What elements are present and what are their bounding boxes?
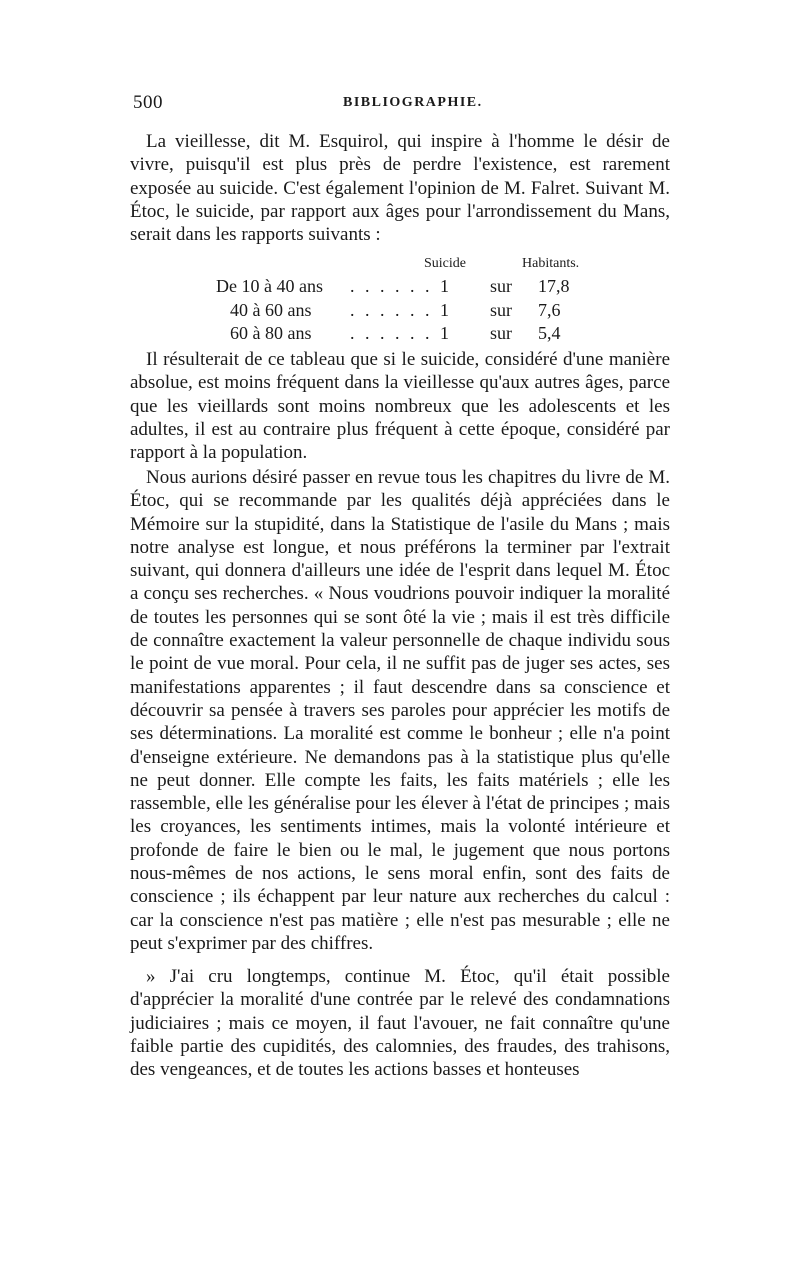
suicide-count: 1	[440, 323, 449, 343]
age-range: 60 à 80 ans	[230, 323, 312, 343]
column-header-habitants: Habitants.	[522, 256, 580, 271]
running-head: BIBLIOGRAPHIE.	[343, 95, 483, 110]
table-row	[200, 323, 620, 347]
age-range: De 10 à 40 ans	[216, 276, 323, 296]
page-header	[133, 92, 669, 116]
suicide-count: 1	[440, 276, 449, 296]
paragraph-quote: » J'ai cru longtemps, continue M. Étoc, qu'il était possible d'apprécier la moralité d'une contrée par le relevé des condamnations judiciaires ; mais ce moyen, il faut l'avouer, ne fait connaître qu'une faible partie des cupidités, des calomnies, des fraudes, des trahisons, des vengeances, et de toutes les actions basses et honteuses	[130, 966, 670, 1081]
leader-dots: . . . . . .	[350, 276, 433, 296]
paragraph-review: Nous aurions désiré passer en revue tous les chapitres du livre de M. Étoc, qui se recommande par les qualités déjà appréciées dans le Mémoire sur la stupidité, dans la Statistique de l'asile du Mans ; mais notre analyse est longue, et nous préférons la terminer par l'extrait suivant, qui donnera d'ailleurs une idée de l'esprit dans lequel M. Étoc a conçu ses recherches. « Nous voudrions pouvoir indiquer la moralité de toutes les personnes qui se sont ôté la vie ; mais il est très difficile de connaître exactement la valeur personnelle de chaque individu sous le point de vue moral. Pour cela, il ne suffit pas de juger ses actes, ses manifestations apparentes ; il faut descendre dans sa conscience et découvrir sa pensée à travers ses paroles pour apprécier les motifs de ses déterminations. La moralité est comme le bonheur ; elle n'a point d'enseigne extérieure. Ne demandons pas à la statistique plus qu'elle ne peut donner. Elle compte les faits, les faits matériels ; elle les rassemble, elle les généralise pour les élever à l'état de principes ; mais les croyances, les sentiments intimes, mais la volonté intérieure et profonde de faire le bien ou le mal, le jugement que nous portons nous-mêmes de nos actions, le sens moral enfin, sont des faits de conscience ; ils échappent par leur nature aux recherches du calcul : car la conscience n'est pas matière ; elle n'est pas mesurable ; elle ne peut s'exprimer par des chiffres.	[130, 467, 670, 954]
table-row	[200, 300, 620, 324]
sur-label: sur	[490, 276, 512, 296]
habitants-value: 17,8	[538, 276, 570, 296]
habitants-value: 5,4	[538, 323, 561, 343]
table-row	[200, 276, 620, 300]
habitants-value: 7,6	[538, 299, 561, 320]
leader-dots: . . . . . .	[350, 299, 433, 320]
sur-label: sur	[490, 299, 512, 320]
page-number: 500	[133, 92, 163, 113]
suicide-count: 1	[440, 299, 449, 320]
column-header-suicide: Suicide	[424, 256, 466, 271]
sur-label: sur	[490, 323, 512, 343]
suicide-age-table	[200, 256, 620, 347]
table-header	[200, 256, 620, 276]
leader-dots: . . . . . .	[350, 323, 433, 343]
paragraph-conclusion: Il résulterait de ce tableau que si le suicide, considéré d'une manière absolue, est moins fréquent dans la vieillesse qu'aux autres âges, parce que les vieillards sont moins nombreux que les adolescents et les adultes, il est au contraire plus fréquent à cette époque, considéré par rapport à la population.	[130, 349, 670, 464]
paragraph-intro: La vieillesse, dit M. Esquirol, qui inspire à l'homme le désir de vivre, puisqu'il est plus près de perdre l'existence, est rarement exposée au suicide. C'est également l'opinion de M. Falret. Suivant M. Étoc, le suicide, par rapport aux âges pour l'arrondissement du Mans, serait dans les rapports suivants :	[130, 131, 670, 246]
age-range: 40 à 60 ans	[230, 299, 312, 320]
